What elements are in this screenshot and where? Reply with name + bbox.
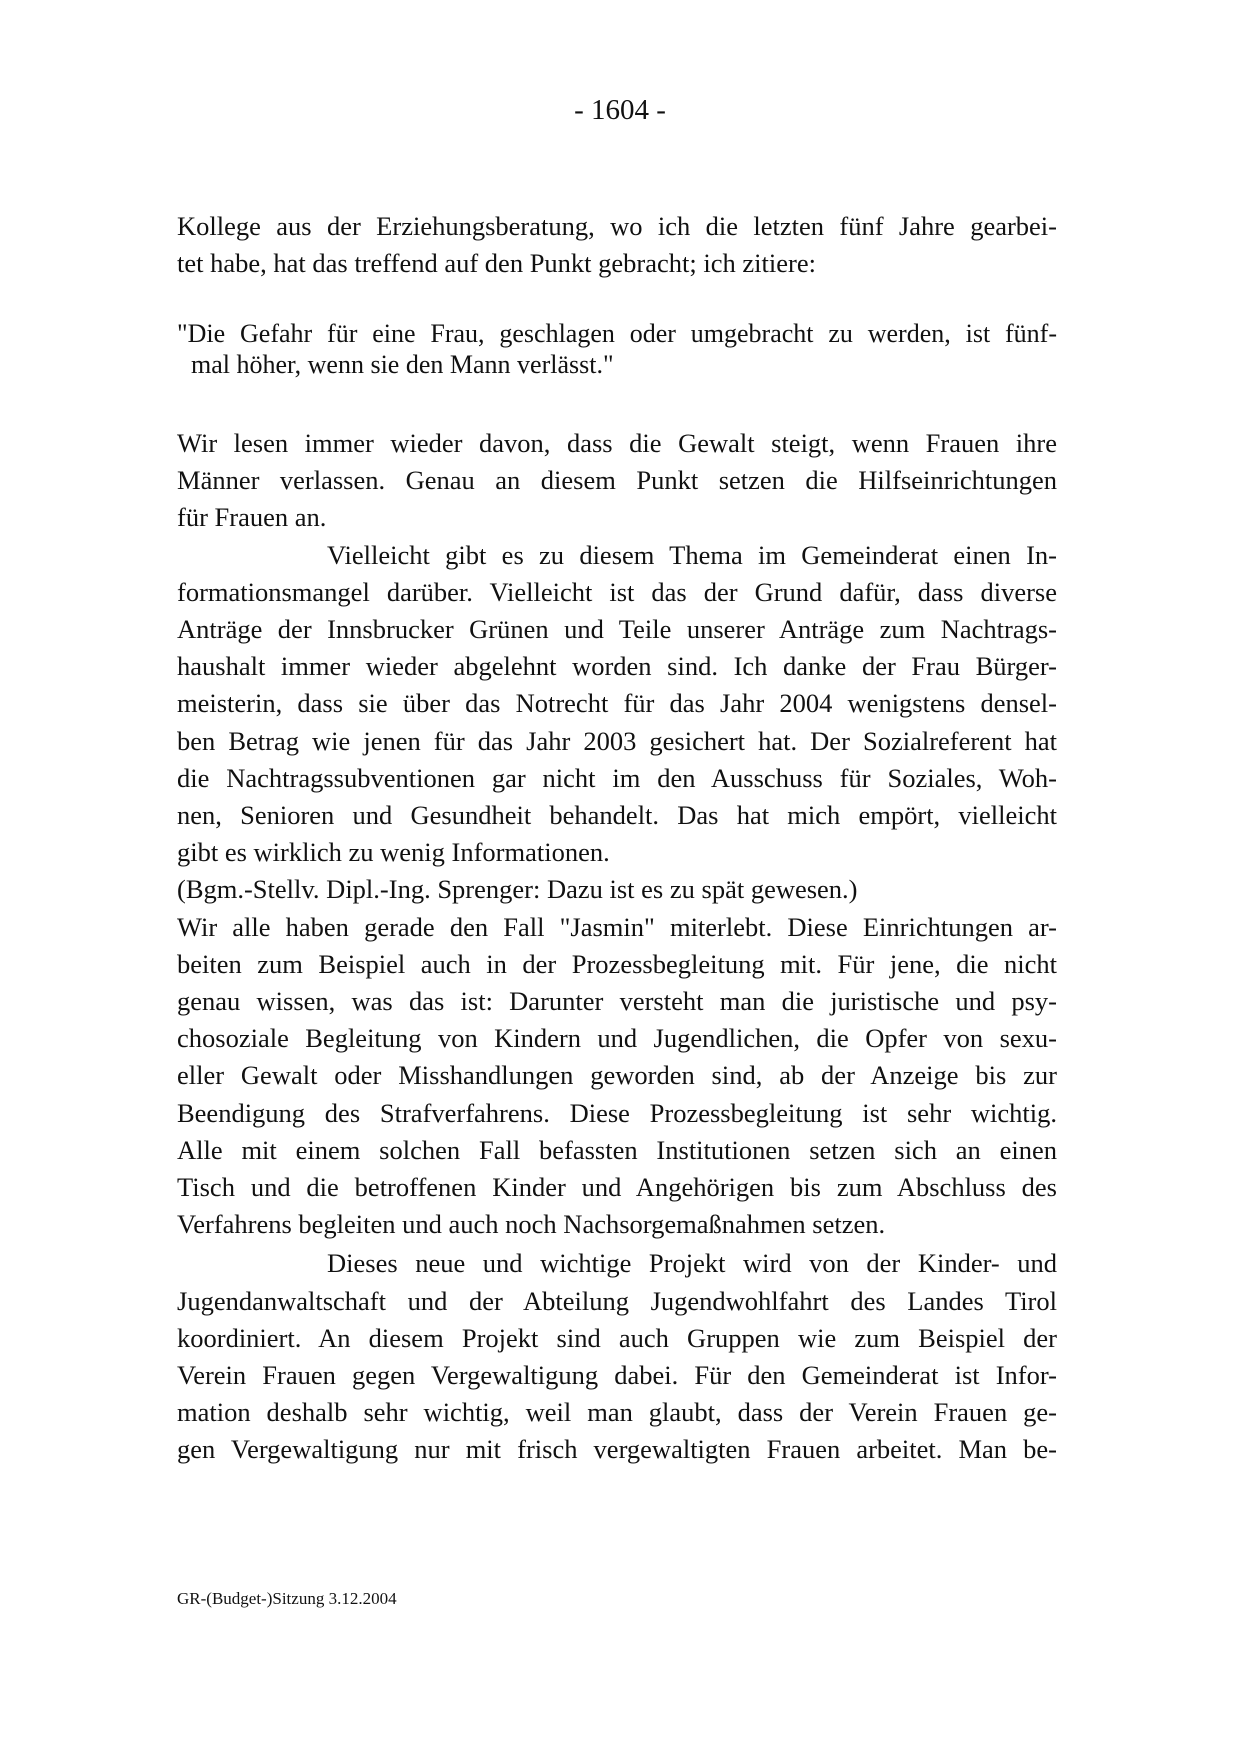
text-line: Alle mit einem solchen Fall befassten Institutionen setzen sich an einen [177, 1134, 1057, 1165]
quote-line: "Die Gefahr für eine Frau, geschlagen oder umgebracht zu werden, ist fünf- [177, 319, 1057, 348]
paragraph-jasmin [177, 909, 1057, 1244]
text-line: tet habe, hat das treffend auf den Punkt gebracht; ich zitiere: [177, 248, 816, 279]
interjection [177, 871, 1057, 908]
quotation [177, 318, 1057, 380]
text-line: Wir lesen immer wieder davon, dass die Gewalt steigt, wenn Frauen ihre [177, 428, 1057, 458]
text-line: chosoziale Begleitung von Kindern und Jugendlichen, die Opfer von sexu- [177, 1023, 1057, 1054]
text-line: Männer verlassen. Genau an diesem Punkt setzen die Hilfseinrichtungen [177, 465, 1057, 496]
page-number: - 1604 - [574, 94, 666, 126]
text-line: Verfahrens begleiten und auch noch Nachsorgemaßnahmen setzen. [177, 1209, 886, 1240]
text-line: Kollege aus der Erziehungsberatung, wo ich die letzten fünf Jahre gearbei- [177, 211, 1057, 241]
text-line: haushalt immer wieder abgelehnt worden sind. Ich danke der Frau Bürger- [177, 651, 1057, 682]
text-line: beiten zum Beispiel auch in der Prozessbegleitung mit. Für jene, die nicht [177, 948, 1057, 979]
text-line: Anträge der Innsbrucker Grünen und Teile unserer Anträge zum Nachtrags- [177, 614, 1057, 645]
text-line: Vielleicht gibt es zu diesem Thema im Gemeinderat einen In- [327, 539, 1057, 570]
text-line: die Nachtragssubventionen gar nicht im den Ausschuss für Soziales, Woh- [177, 762, 1057, 793]
text-line: Verein Frauen gegen Vergewaltigung dabei. Für den Gemeinderat ist Infor- [177, 1360, 1057, 1391]
text-line: ben Betrag wie jenen für das Jahr 2003 gesichert hat. Der Sozialreferent hat [177, 725, 1057, 756]
text-line: koordiniert. An diesem Projekt sind auch Gruppen wie zum Beispiel der [177, 1322, 1057, 1353]
body-text [177, 425, 1057, 1469]
paragraph-project [177, 1245, 1057, 1468]
text-line: nen, Senioren und Gesundheit behandelt. Das hat mich empört, vielleicht [177, 800, 1057, 831]
text-line: gibt es wirklich zu wenig Informationen. [177, 837, 610, 868]
text-line: meisterin, dass sie über das Notrecht für das Jahr 2004 wenigstens densel- [177, 688, 1057, 719]
paragraph-intro [177, 208, 1057, 282]
paragraph-information [177, 537, 1057, 872]
text-line: formationsmangel darüber. Vielleicht ist das der Grund dafür, dass diverse [177, 576, 1057, 607]
page-footer: GR-(Budget-)Sitzung 3.12.2004 [177, 1589, 397, 1608]
text-line: Tisch und die betroffenen Kinder und Angehörigen bis zum Abschluss des [177, 1172, 1057, 1203]
text-line: eller Gewalt oder Misshandlungen geworden sind, ab der Anzeige bis zur [177, 1060, 1057, 1091]
text-line: Dieses neue und wichtige Projekt wird von der Kinder- und [327, 1248, 1057, 1279]
text-line: mation deshalb sehr wichtig, weil man glaubt, dass der Verein Frauen ge- [177, 1397, 1057, 1428]
text-line: genau wissen, was das ist: Darunter versteht man die juristische und psy- [177, 986, 1057, 1017]
text-line: Beendigung des Strafverfahrens. Diese Prozessbegleitung ist sehr wichtig. [177, 1097, 1057, 1128]
text-line: gen Vergewaltigung nur mit frisch vergewaltigten Frauen arbeitet. Man be- [177, 1434, 1057, 1465]
quote-line: mal höher, wenn sie den Mann verlässt." [191, 350, 614, 379]
text-line: für Frauen an. [177, 502, 327, 533]
paragraph-violence [177, 425, 1057, 537]
text-line: Jugendanwaltschaft und der Abteilung Jugendwohlfahrt des Landes Tirol [177, 1285, 1057, 1316]
text-line: Wir alle haben gerade den Fall "Jasmin" miterlebt. Diese Einrichtungen ar- [177, 911, 1057, 942]
interjection-line: (Bgm.-Stellv. Dipl.-Ing. Sprenger: Dazu ist es zu spät gewesen.) [177, 874, 858, 905]
